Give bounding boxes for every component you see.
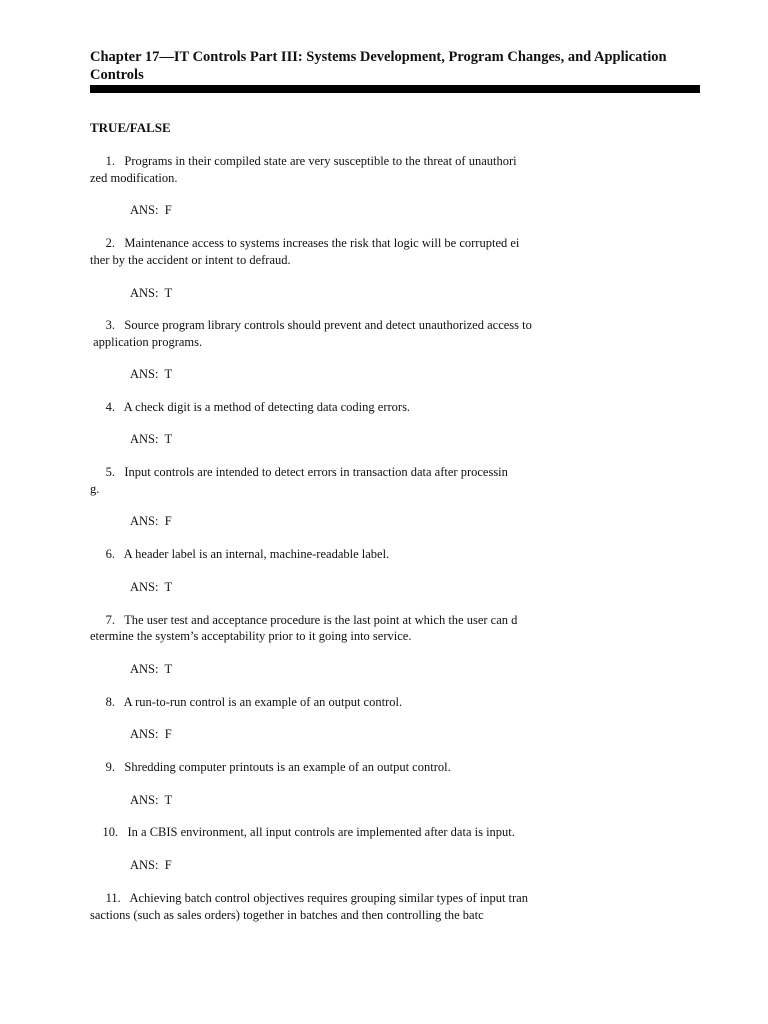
question-11-line-2: sactions (such as sales orders) together in batches and then controlling the batc: [90, 908, 484, 922]
question-3-line-2: application programs.: [90, 335, 203, 349]
question-11-line-1: 11. Achieving batch control objectives requires grouping similar types of input tran: [90, 891, 528, 905]
question-3-answer: ANS: T: [130, 367, 173, 381]
question-5-line-2: g.: [90, 482, 100, 496]
chapter-title: Chapter 17—IT Controls Part III: Systems Development, Program Changes, and Application Controls: [90, 49, 667, 83]
question-10-answer: ANS: F: [130, 858, 172, 872]
question-7-answer: ANS: T: [130, 662, 173, 676]
question-4-line-1: 4. A check digit is a method of detecting data coding errors.: [90, 400, 411, 414]
document-page: [90, 0, 700, 1024]
question-6-line-1: 6. A header label is an internal, machine-readable label.: [90, 547, 390, 561]
question-9-answer: ANS: T: [130, 793, 173, 807]
question-1-line-2: zed modification.: [90, 171, 178, 185]
question-2-line-2: ther by the accident or intent to defraud.: [90, 253, 291, 267]
question-7-line-2: etermine the system’s acceptability prior to it going into service.: [90, 629, 412, 643]
question-2-answer: ANS: T: [130, 286, 173, 300]
question-2-line-1: 2. Maintenance access to systems increases the risk that logic will be corrupted ei: [90, 236, 520, 250]
question-8-line-1: 8. A run-to-run control is an example of an output control.: [90, 695, 403, 709]
question-5-line-1: 5. Input controls are intended to detect errors in transaction data after processin: [90, 465, 508, 479]
question-9-line-1: 9. Shredding computer printouts is an example of an output control.: [90, 760, 451, 774]
question-4-answer: ANS: T: [130, 432, 173, 446]
question-1-line-1: 1. Programs in their compiled state are very susceptible to the threat of unauthori: [90, 154, 517, 168]
question-3-line-1: 3. Source program library controls should prevent and detect unauthorized access to: [90, 318, 532, 332]
question-1-answer: ANS: F: [130, 203, 172, 217]
question-7-line-1: 7. The user test and acceptance procedure is the last point at which the user can d: [90, 613, 518, 627]
question-5-answer: ANS: F: [130, 514, 172, 528]
question-8-answer: ANS: F: [130, 727, 172, 741]
title-rule: [90, 85, 700, 93]
section-heading: TRUE/FALSE: [90, 120, 171, 135]
question-10-line-1: 10. In a CBIS environment, all input controls are implemented after data is input.: [90, 825, 515, 839]
question-6-answer: ANS: T: [130, 580, 173, 594]
